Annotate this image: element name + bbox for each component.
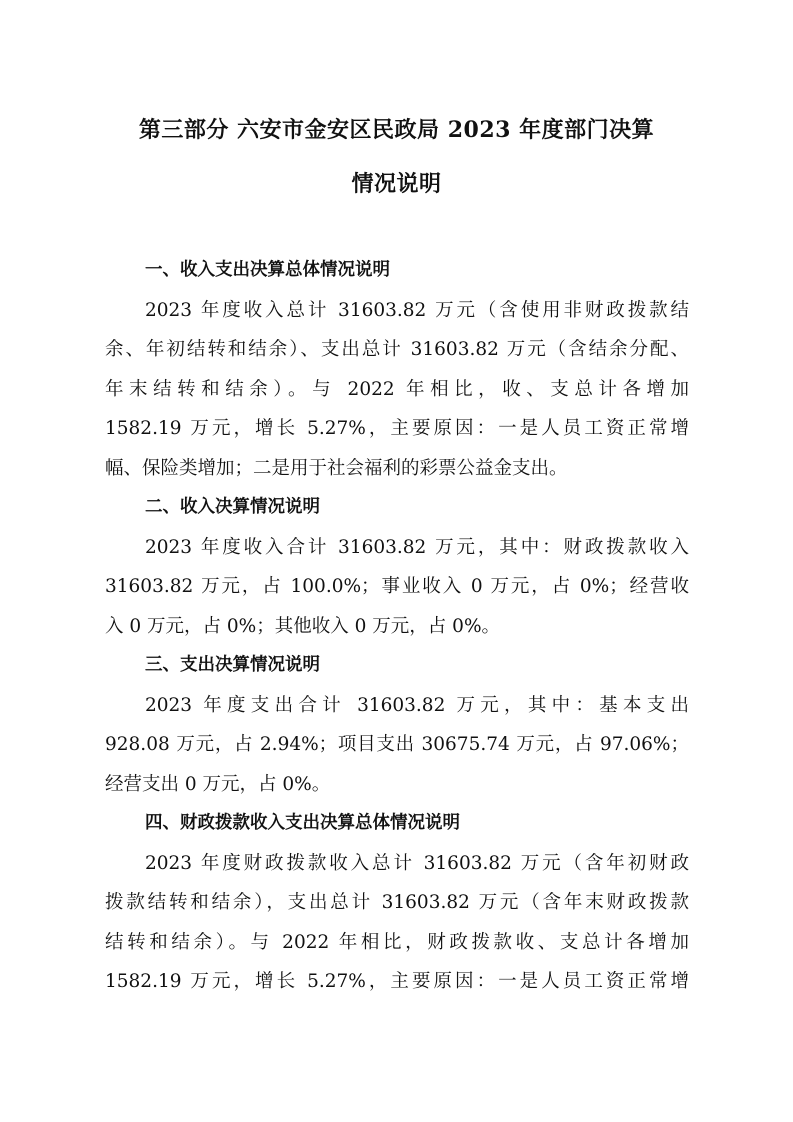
document-body: [105, 251, 689, 1002]
paragraph-line: 余、年初结转和结余）、支出总计 31603.82 万元（含结余分配、: [105, 339, 689, 360]
paragraph-line: 1582.19 万元，增长 5.27%，主要原因：一是人员工资正常增: [105, 971, 689, 992]
paragraph-line: 年末结转和结余）。与 2022 年相比，收、支总计各增加: [105, 378, 689, 400]
section-heading-4: 四、财政拨款收入支出决算总体情况说明: [145, 813, 460, 833]
paragraph-line: 结转和结余）。与 2022 年相比，财政拨款收、支总计各增加: [105, 931, 689, 953]
section-paragraph-1: [105, 291, 689, 489]
paragraph-line: 1582.19 万元，增长 5.27%，主要原因：一是人员工资正常增: [105, 418, 689, 439]
paragraph-line: 幅、保险类增加；二是用于社会福利的彩票公益金支出。: [105, 457, 568, 479]
paragraph-line: 2023 年度收入合计 31603.82 万元，其中：财政拨款收入: [145, 536, 689, 558]
paragraph-line: 2023 年度财政拨款收入总计 31603.82 万元（含年初财政: [145, 852, 689, 874]
section-heading-3: 三、支出决算情况说明: [145, 655, 320, 675]
section-paragraph-4: [105, 844, 689, 1002]
section-paragraph-3: [105, 686, 689, 805]
paragraph-line: 经营支出 0 万元，占 0%。: [105, 773, 331, 795]
paragraph-line: 31603.82 万元，占 100.0%；事业收入 0 万元，占 0%；经营收: [105, 576, 689, 597]
page-title-continued: 情况说明: [351, 171, 442, 197]
paragraph-line: 2023 年度支出合计 31603.82 万元，其中：基本支出: [145, 694, 689, 716]
section-paragraph-2: [105, 528, 689, 647]
paragraph-line: 入 0 万元，占 0%；其他收入 0 万元，占 0%。: [105, 615, 501, 637]
paragraph-line: 2023 年度收入总计 31603.82 万元（含使用非财政拨款结: [145, 299, 689, 321]
page-title: 第三部分 六安市金安区民政局 2023 年度部门决算: [138, 117, 655, 143]
paragraph-line: 拨款结转和结余），支出总计 31603.82 万元（含年末财政拨款: [105, 892, 689, 913]
section-heading-2: 二、收入决算情况说明: [145, 497, 320, 517]
section-heading-1: 一、收入支出决算总体情况说明: [145, 260, 390, 280]
paragraph-line: 928.08 万元，占 2.94%；项目支出 30675.74 万元，占 97.06%；: [105, 734, 689, 755]
